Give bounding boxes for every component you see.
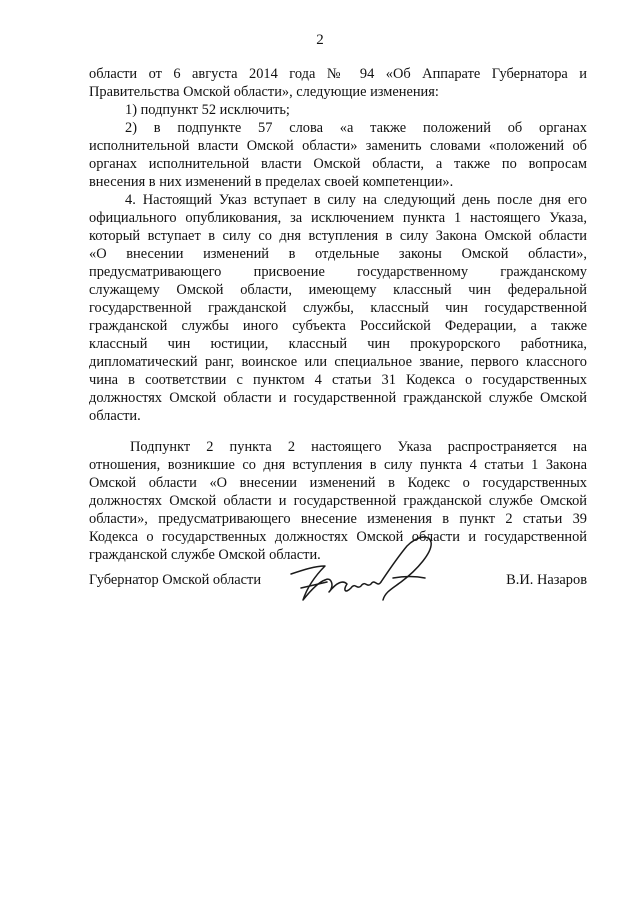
paragraph-5-line: Подпункт 2 пункта 2 настоящего Указа распространяется на — [130, 439, 587, 455]
paragraph-line: области», предусматривающего внесение изменения в пункт 2 статьи 39 — [89, 511, 587, 527]
paragraph-line: официального опубликования, за исключением пункта 1 настоящего Указа, — [89, 210, 587, 226]
paragraph-line: должностях Омской области и государственной гражданской службе Омской — [89, 390, 587, 406]
paragraph-line: чина в соответствии с пунктом 4 статьи 31 Кодекса о государственных — [89, 372, 587, 388]
signature-block — [89, 566, 587, 626]
paragraph-line: отношения, возникшие со дня вступления в силу пункта 4 статьи 1 Закона — [89, 457, 587, 473]
paragraph-line: гражданской службы иного субъекта Российской Федерации, а также — [89, 318, 587, 334]
page-number: 2 — [316, 32, 324, 48]
paragraph-line: Правительства Омской области», следующие изменения: — [89, 84, 439, 100]
paragraph-line: должностях Омской области и государственной гражданской службе Омской — [89, 493, 587, 509]
paragraph-line: Омской области «О внесении изменений в Кодекс о государственных — [89, 475, 587, 491]
signatory-name: В.И. Назаров — [506, 572, 587, 588]
paragraph-line: исполнительной власти Омской области» заменить словами «положений об — [89, 138, 587, 154]
paragraph-line: Кодекса о государственных должностях Омской области и государственной — [89, 529, 587, 545]
paragraph-line: государственной гражданской службы, классный чин государственной — [89, 300, 587, 316]
list-item-2: 2) в подпункте 57 слова «а также положений об органах — [125, 120, 587, 136]
paragraph-line: внесения в них изменений в пределах своей компетенции». — [89, 174, 454, 190]
paragraph-line: служащему Омской области, имеющему классный чин федеральной — [89, 282, 587, 298]
handwritten-signature — [285, 530, 445, 622]
paragraph-line: гражданской службе Омской области. — [89, 547, 321, 563]
list-item-1: 1) подпункт 52 исключить; — [125, 102, 290, 118]
signatory-position: Губернатор Омской области — [89, 572, 262, 588]
paragraph-line: области от 6 августа 2014 года № 94 «Об Аппарате Губернатора и — [89, 66, 587, 82]
paragraph-4-line: 4. Настоящий Указ вступает в силу на следующий день после дня его — [125, 192, 587, 208]
paragraph-line: «О внесении изменений в отдельные законы Омской области», — [89, 246, 587, 262]
paragraph-line: классный чин юстиции, классный чин прокурорского работника, — [89, 336, 587, 352]
paragraph-line: дипломатический ранг, воинское или специальное звание, первого классного — [89, 354, 587, 370]
paragraph-line: предусматривающего присвоение государственному гражданскому — [89, 264, 587, 280]
paragraph-line: области. — [89, 408, 141, 424]
paragraph-line: который вступает в силу со дня вступления в силу Закона Омской области — [89, 228, 587, 244]
paragraph-line: органах исполнительной власти Омской области, а также по вопросам — [89, 156, 587, 172]
